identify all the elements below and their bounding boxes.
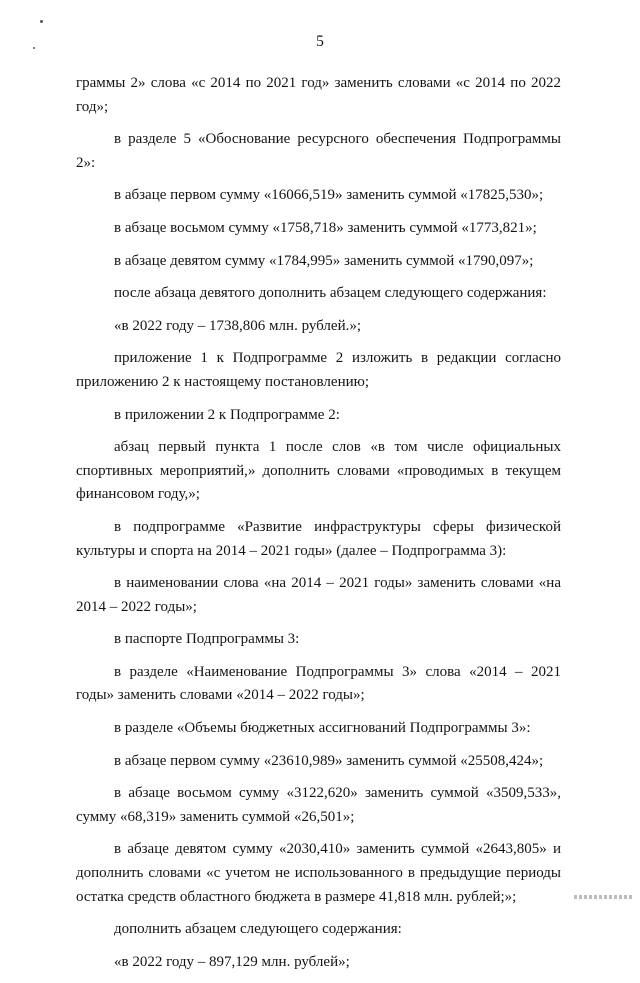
paragraph: в абзаце первом сумму «23610,989» заменить суммой «25508,424»; (114, 752, 544, 769)
paragraph: в абзаце девятом сумму «1784,995» заменить суммой «1790,097»; (114, 252, 534, 269)
paragraph: в разделе «Наименование Подпрограммы 3» слова «2014 – 2021 годы» заменить словами «2014 – 2022 годы»; (76, 663, 561, 704)
paragraph: абзац первый пункта 1 после слов «в том числе официальных спортивных мероприятий,» дополнить словами «проводимых в текущем финансовом году,»; (76, 439, 561, 503)
paragraph: дополнить абзацем следующего содержания: (114, 921, 402, 938)
paragraph: в абзаце восьмом сумму «3122,620» заменить суммой «3509,533», сумму «68,319» заменить суммой «26,501»; (76, 785, 561, 825)
document-body (76, 72, 561, 983)
scan-speck (40, 20, 43, 23)
paragraph: в подпрограмме «Развитие инфраструктуры сферы физической культуры и спорта на 2014 – 2021 годы» (далее – Подпрограмма 3): (76, 518, 561, 559)
paragraph: в разделе 5 «Обоснование ресурсного обеспечения Подпрограммы 2»: (76, 131, 561, 171)
paragraph: в паспорте Подпрограммы 3: (114, 631, 300, 648)
paragraph: после абзаца девятого дополнить абзацем следующего содержания: (114, 285, 547, 302)
paragraph: в приложении 2 к Подпрограмме 2: (114, 406, 340, 423)
page-number: 5 (316, 33, 324, 50)
paragraph: приложение 1 к Подпрограмме 2 изложить в редакции согласно приложению 2 к настоящему постановлению; (76, 350, 561, 390)
paragraph: в абзаце восьмом сумму «1758,718» заменить суммой «1773,821»; (114, 219, 537, 236)
paragraph: «в 2022 году – 897,129 млн. рублей»; (114, 953, 350, 970)
paragraph: в наименовании слова «на 2014 – 2021 годы» заменить словами «на 2014 – 2022 годы»; (76, 575, 561, 615)
paragraph: «в 2022 году – 1738,806 млн. рублей.»; (114, 317, 362, 334)
scan-footer-mark (574, 895, 634, 899)
paragraph: в абзаце девятом сумму «2030,410» заменить суммой «2643,805» и дополнить словами «с учетом не использованного в предыдущие периоды остатка средств областного бюджета в размере 41,818 млн. рублей;»; (76, 841, 561, 905)
paragraph: в абзаце первом сумму «16066,519» заменить суммой «17825,530»; (114, 187, 544, 204)
paragraph: в разделе «Объемы бюджетных ассигнований Подпрограммы 3»: (114, 720, 531, 737)
paragraph: граммы 2» слова «с 2014 по 2021 год» заменить словами «с 2014 по 2022 год»; (76, 75, 561, 115)
